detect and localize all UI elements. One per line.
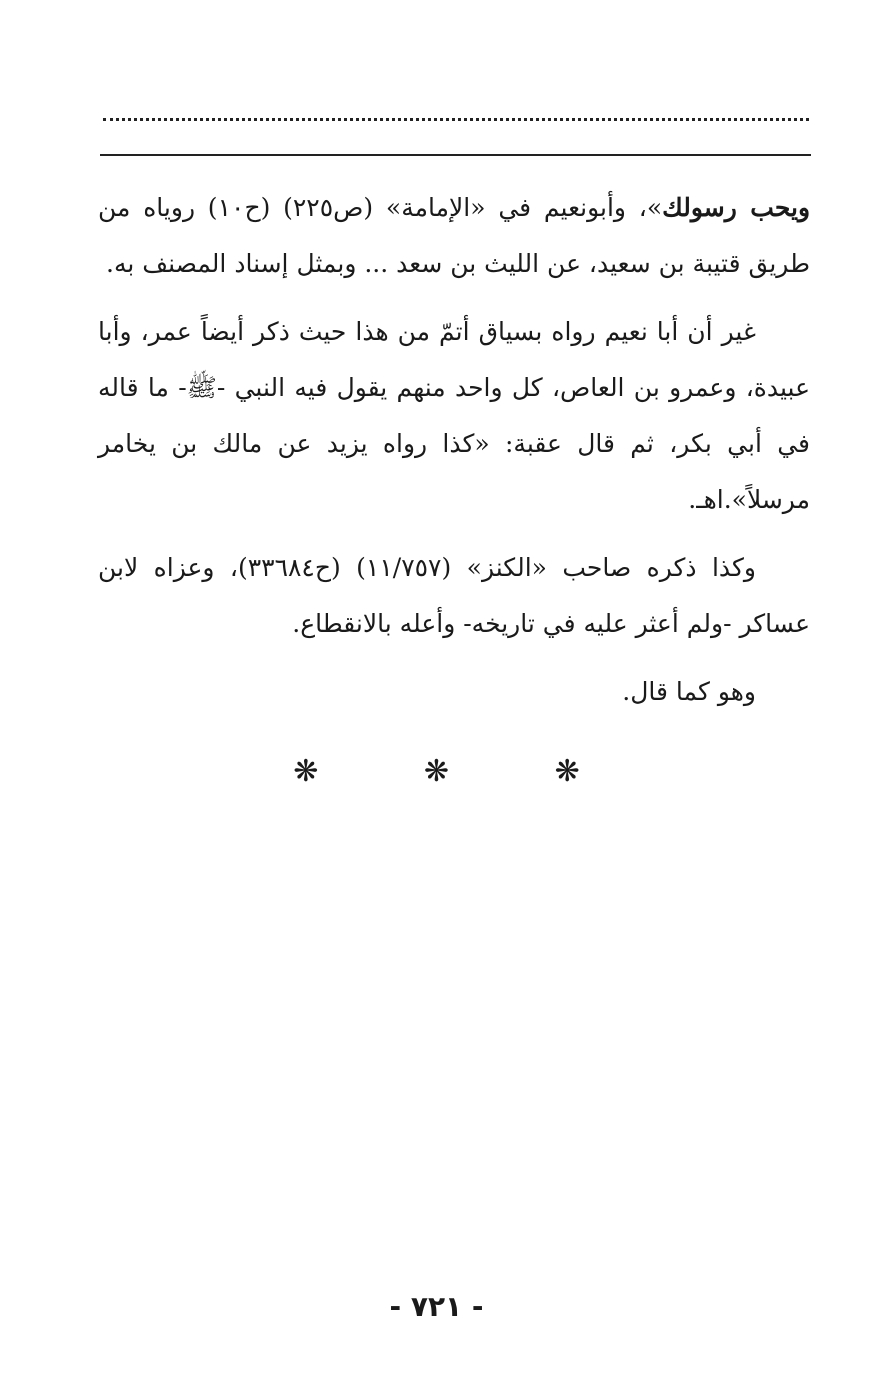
page-number: - ٧٢١ -	[389, 1290, 484, 1323]
paragraph-2: غير أن أبا نعيم رواه بسياق أتمّ من هذا حيث ذكر أيضاً عمر، وأبا عبيدة، وعمرو بن العاص، كل واحد منهم يقول فيه النبي -ﷺ- ما قاله في أبي بكر، ثم قال عقبة: «كذا رواه يزيد عن مالك بن يخامر مرسلاً».اهـ.	[98, 317, 810, 514]
section-separator-stars: ❋ ❋ ❋	[293, 754, 628, 789]
paragraph-3: وكذا ذكره صاحب «الكنز» (١١/٧٥٧) (ح٣٣٦٨٤)، وعزاه لابن عساكر -ولم أعثر عليه في تاريخه- وأعله بالانقطاع.	[98, 553, 810, 638]
paragraph-1-bold-phrase: ويحب رسولك	[662, 193, 811, 222]
paragraph-1-text: »، وأبونعيم في «الإمامة» (ص٢٢٥) (ح١٠) روياه من طريق قتيبة بن سعيد، عن الليث بن سعد ... وبمثل إسناد المصنف به.	[98, 193, 810, 278]
paragraph-4: وهو كما قال.	[622, 677, 756, 706]
footnote-separator-line	[100, 154, 811, 156]
dotted-separator-line	[103, 118, 809, 121]
paragraph-1	[98, 180, 810, 292]
page-body-text	[98, 180, 810, 720]
